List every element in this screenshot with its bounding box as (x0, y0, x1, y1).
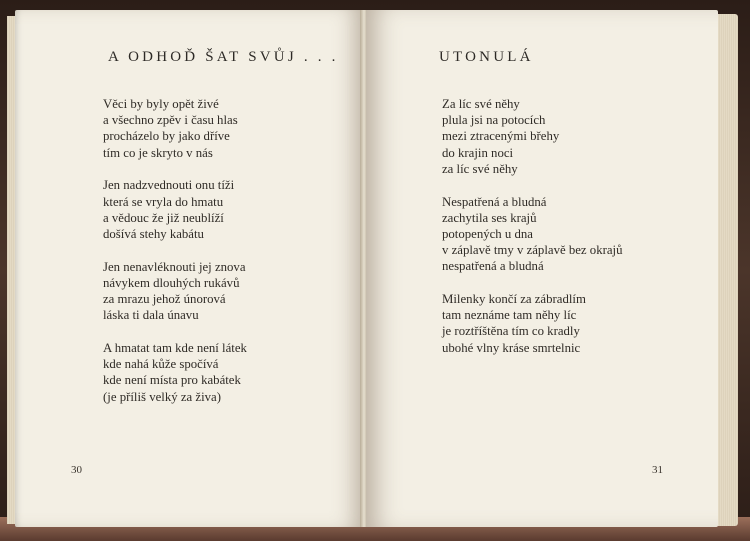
poem-body (103, 96, 247, 421)
poem-line: mezi ztracenými břehy (442, 129, 560, 144)
stanza (103, 259, 247, 324)
right-page-edges (716, 14, 738, 526)
stanza (442, 96, 623, 177)
poem-line: nespatřená a bludná (442, 259, 544, 274)
poem-line: Za líc své něhy (442, 97, 520, 111)
stanza (103, 340, 247, 405)
poem-line: je roztříštěna tím co kradly (442, 324, 580, 339)
poem-line: která se vryla do hmatu (103, 194, 224, 209)
poem-line: do krajin noci (442, 145, 514, 160)
stanza (103, 96, 247, 161)
left-page (15, 10, 363, 527)
poem-line: procházelo by jako dříve (103, 129, 230, 144)
poem-line: a vědouc že již neublíží (103, 210, 224, 225)
poem-line: Věci by byly opět živé (103, 97, 219, 111)
poem-line: plula jsi na potocích (442, 113, 546, 128)
poem-line: ubohé vlny kráse smrtelnic (442, 340, 581, 355)
poem-line: tam neznáme tam něhy líc (442, 308, 577, 323)
poem-line: (je příliš velký za živa) (103, 389, 221, 404)
poem-line: potopených u dna (442, 226, 533, 241)
poem-line: zachytila ses krajů (442, 210, 537, 225)
poem-line: za mrazu jehož únorová (103, 292, 226, 307)
poem-line: Milenky končí za zábradlím (442, 292, 586, 307)
stanza (442, 291, 623, 356)
poem-body (442, 96, 623, 372)
poem-line: a všechno zpěv i času hlas (103, 113, 238, 128)
poem-line: Jen nenavléknouti jej znova (103, 259, 246, 274)
poem-line: Jen nadzvednouti onu tíži (103, 178, 235, 193)
right-page (366, 10, 718, 527)
poem-line: v záplavě tmy v záplavě bez okrajů (442, 243, 623, 258)
poem-line: tím co je skryto v nás (103, 145, 213, 160)
poem-line: kde nahá kůže spočívá (103, 357, 219, 372)
stanza (103, 177, 247, 242)
poem-line: Nespatřená a bludná (442, 194, 547, 209)
stanza (442, 194, 623, 275)
page-number: 30 (71, 464, 82, 476)
poem-line: došívá stehy kabátu (103, 226, 204, 241)
poem-title: A ODHOĎ ŠAT SVŮJ . . . (108, 49, 339, 65)
poem-line: láska ti dala únavu (103, 308, 199, 323)
poem-line: za líc své něhy (442, 161, 518, 176)
page-number: 31 (652, 464, 663, 476)
poem-line: návykem dlouhých rukávů (103, 275, 240, 290)
poem-title: UTONULÁ (439, 49, 534, 65)
poem-line: kde není místa pro kabátek (103, 373, 241, 388)
poem-line: A hmatat tam kde není látek (103, 340, 247, 355)
